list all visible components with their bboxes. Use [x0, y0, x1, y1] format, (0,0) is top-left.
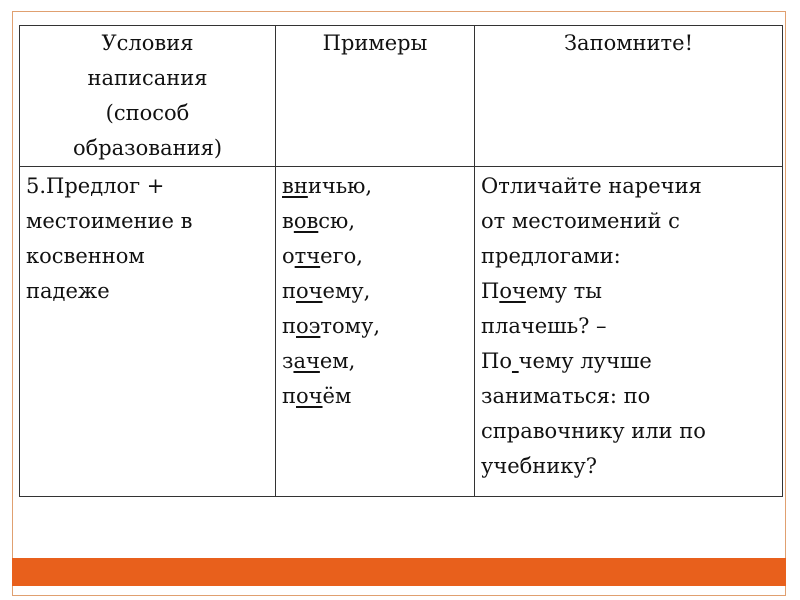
header-conditions-line: образования) — [72, 136, 223, 160]
remember-line: Отличайте наречия — [481, 174, 702, 198]
example-word: вовсю, — [282, 209, 356, 233]
table-header-row — [20, 26, 783, 167]
remember-line: плачешь? – — [481, 314, 607, 338]
condition-line: 5.Предлог + — [26, 174, 165, 198]
remember-line: от местоимений с — [481, 209, 680, 233]
example-word: вничью, — [282, 174, 373, 198]
condition-line: падеже — [26, 279, 110, 303]
header-conditions-line: Условия — [101, 31, 194, 55]
remember-example-2: По чему лучше — [481, 349, 652, 373]
example-word: зачем, — [282, 349, 356, 373]
cell-remember — [475, 167, 783, 497]
remember-line: учебнику? — [481, 454, 598, 478]
header-examples-label: Примеры — [322, 31, 428, 55]
remember-line: заниматься: по — [481, 384, 651, 408]
header-conditions-line: написания — [87, 66, 208, 90]
header-examples — [276, 26, 475, 167]
remember-example-1: Почему ты — [481, 279, 602, 303]
condition-line: местоимение в — [26, 209, 193, 233]
table-row — [20, 167, 783, 497]
example-word: почём — [282, 384, 352, 408]
header-conditions — [20, 26, 276, 167]
header-remember-label: Запомните! — [563, 31, 694, 55]
example-word: поэтому, — [282, 314, 381, 338]
bottom-accent-band — [12, 558, 786, 586]
header-conditions-line: (способ — [105, 101, 190, 125]
example-word: почему, — [282, 279, 371, 303]
example-word: отчего, — [282, 244, 363, 268]
remember-line: справочнику или по — [481, 419, 706, 443]
condition-line: косвенном — [26, 244, 145, 268]
cell-condition — [20, 167, 276, 497]
cell-examples — [276, 167, 475, 497]
remember-line: предлогами: — [481, 244, 621, 268]
header-remember — [475, 26, 783, 167]
spelling-rules-table — [19, 25, 783, 497]
